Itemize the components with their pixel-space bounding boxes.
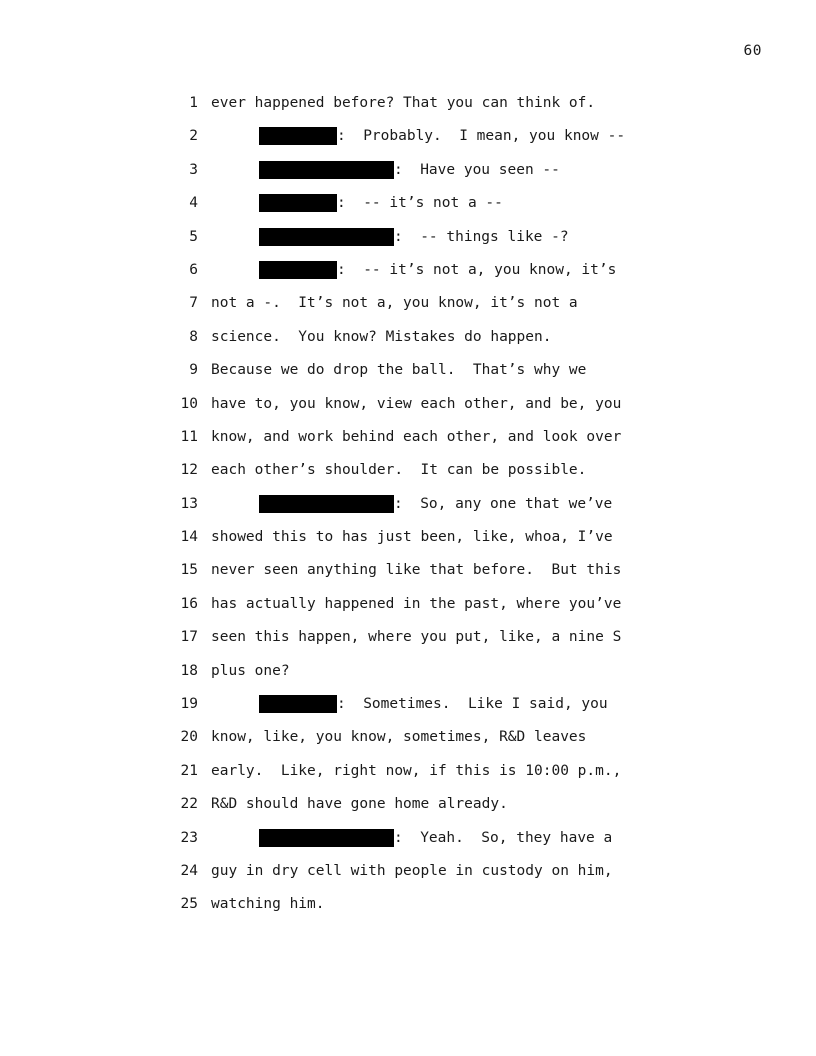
line-number: 10 — [180, 395, 198, 412]
speaker-turn — [259, 159, 560, 181]
line-number: 11 — [180, 428, 198, 445]
transcript-line — [0, 793, 816, 826]
line-number: 22 — [180, 796, 198, 813]
transcript-line — [0, 693, 816, 726]
speaker-turn — [259, 192, 503, 214]
speaker-turn — [259, 693, 608, 715]
transcript-line — [0, 226, 816, 259]
speech-text: : Yeah. So, they have a — [394, 829, 613, 846]
line-text: has actually happened in the past, where you’ve — [211, 595, 622, 612]
transcript-line — [0, 726, 816, 759]
transcript-line — [0, 893, 816, 926]
transcript-line — [0, 827, 816, 860]
transcript-line — [0, 192, 816, 225]
redacted-speaker-name — [259, 228, 394, 246]
speaker-turn — [259, 226, 569, 248]
speaker-turn — [259, 125, 625, 147]
line-text: plus one? — [211, 662, 290, 679]
transcript-line — [0, 860, 816, 893]
line-text: R&D should have gone home already. — [211, 796, 508, 813]
transcript-line — [0, 760, 816, 793]
transcript-line — [0, 526, 816, 559]
transcript-body — [0, 92, 816, 927]
speaker-turn — [259, 827, 612, 849]
line-text: not a -. It’s not a, you know, it’s not a — [211, 295, 578, 312]
line-text: early. Like, right now, if this is 10:00 p.m., — [211, 762, 622, 779]
transcript-line — [0, 459, 816, 492]
transcript-line — [0, 593, 816, 626]
speech-text: : Have you seen -- — [394, 161, 560, 178]
line-number: 18 — [180, 662, 198, 679]
line-number: 7 — [189, 295, 198, 312]
line-text: Because we do drop the ball. That’s why we — [211, 362, 587, 379]
speech-text: : -- it’s not a, you know, it’s — [337, 261, 617, 278]
redacted-speaker-name — [259, 127, 337, 145]
speech-text: : So, any one that we’ve — [394, 495, 613, 512]
redacted-speaker-name — [259, 261, 337, 279]
line-number: 13 — [180, 495, 198, 512]
line-text: each other’s shoulder. It can be possible. — [211, 462, 587, 479]
speech-text: : Sometimes. Like I said, you — [337, 696, 608, 713]
line-number: 12 — [180, 462, 198, 479]
line-number: 19 — [180, 696, 198, 713]
line-number: 9 — [189, 362, 198, 379]
page-number: 60 — [743, 43, 762, 59]
line-number: 8 — [189, 328, 198, 345]
transcript-line — [0, 326, 816, 359]
speech-text: : -- things like -? — [394, 228, 569, 245]
speech-text: : -- it’s not a -- — [337, 195, 503, 212]
redacted-speaker-name — [259, 194, 337, 212]
line-number: 17 — [180, 629, 198, 646]
transcript-line — [0, 493, 816, 526]
line-number: 4 — [189, 195, 198, 212]
line-text: ever happened before? That you can think of. — [211, 95, 596, 111]
line-text: guy in dry cell with people in custody on him, — [211, 862, 613, 879]
line-text: know, like, you know, sometimes, R&D leaves — [211, 729, 587, 746]
transcript-line — [0, 393, 816, 426]
line-number: 5 — [189, 228, 198, 245]
line-number: 15 — [180, 562, 198, 579]
transcript-line — [0, 660, 816, 693]
speaker-turn — [259, 259, 616, 281]
speech-text: : Probably. I mean, you know -- — [337, 128, 626, 145]
transcript-line — [0, 125, 816, 158]
transcript-line — [0, 292, 816, 325]
line-number: 1 — [189, 95, 198, 111]
line-number: 16 — [180, 595, 198, 612]
line-text: watching him. — [211, 896, 325, 913]
redacted-speaker-name — [259, 495, 394, 513]
line-number: 24 — [180, 862, 198, 879]
line-number: 6 — [189, 261, 198, 278]
transcript-line — [0, 626, 816, 659]
line-number: 2 — [189, 128, 198, 145]
line-number: 3 — [189, 161, 198, 178]
line-text: science. You know? Mistakes do happen. — [211, 328, 552, 345]
transcript-line — [0, 159, 816, 192]
redacted-speaker-name — [259, 161, 394, 179]
line-text: know, and work behind each other, and look over — [211, 428, 622, 445]
line-text: never seen anything like that before. But this — [211, 562, 622, 579]
line-text: showed this to has just been, like, whoa, I’ve — [211, 529, 613, 546]
transcript-line — [0, 359, 816, 392]
speaker-turn — [259, 493, 612, 515]
line-text: have to, you know, view each other, and be, you — [211, 395, 622, 412]
redacted-speaker-name — [259, 829, 394, 847]
transcript-line — [0, 559, 816, 592]
transcript-line — [0, 426, 816, 459]
line-number: 20 — [180, 729, 198, 746]
transcript-line — [0, 92, 816, 125]
transcript-line — [0, 259, 816, 292]
line-number: 14 — [180, 529, 198, 546]
line-number: 21 — [180, 762, 198, 779]
line-number: 23 — [180, 829, 198, 846]
line-text: seen this happen, where you put, like, a nine S — [211, 629, 622, 646]
redacted-speaker-name — [259, 695, 337, 713]
line-number: 25 — [180, 896, 198, 913]
